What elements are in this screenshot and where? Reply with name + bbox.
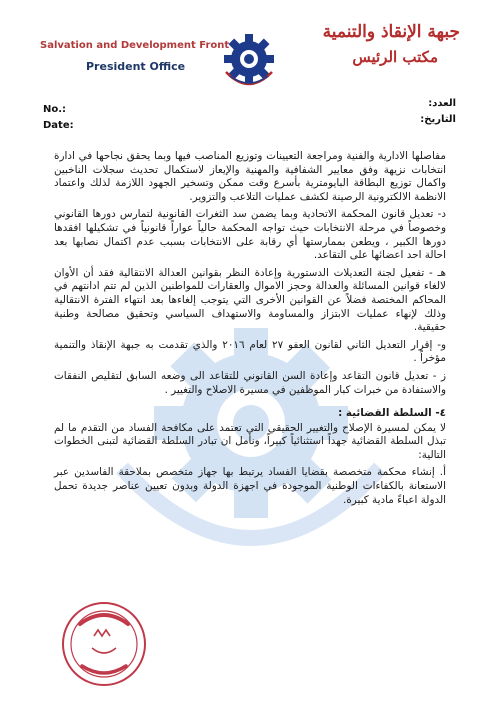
office-stamp (60, 600, 148, 688)
body-paragraph: هـ - تفعيل لجنة التعديلات الدستورية وإعادة النظر بقوانين العدالة الانتقالية فقد أن الأوان لالغاء قوانين المسائلة والعدالة وحجز الاموال والعقارات للمواطنين الذين لم تتم ادانتهم في المحاكم المختصة فضلاً عن القوانين الأخرى التي يتوجب إلغاءها بعد انتهاء الفترة الانتقالية وذلك لإنهاء عمليات الابتزاز والمساومة والاستهداف السياسي وتحقيق مصالحة وطنية حقيقية. (54, 266, 446, 334)
office-name-english: President Office (86, 60, 186, 73)
date-label-arabic: التاريخ: (420, 114, 456, 125)
date-label: Date: (43, 120, 74, 131)
gear-emblem-icon (216, 26, 282, 92)
section-heading: ٤- السلطة القضائية : (338, 407, 446, 420)
org-name-arabic: جبهة الإنقاذ والتنمية (322, 22, 460, 42)
body-paragraph: و- إقرار التعديل الثاني لقانون العفو ٢٧ لعام ٢٠١٦ والذي تقدمت به جبهة الإنقاذ والتنمية مؤخراً . (54, 338, 446, 365)
body-paragraph: لا يمكن لمسيرة الإصلاح والتغيير الحقيقي التي تعتمد على مكافحة الفساد من التقدم ما لم تبذل السلطة القضائية جهداً استثنائياً كبيراً، ونأمل ان تبادر السلطة القضائية لتبنى الخطوات التالية: (54, 421, 446, 461)
body-paragraph: ز - تعديل قانون التقاعد وإعادة السن القانوني للتقاعد الى وضعه السابق لتقليص النفقات والاستفادة من خبرات كبار الموظفين في مسيرة الاصلاح والتغيير . (54, 369, 446, 396)
body-paragraph: د- تعديل قانون المحكمة الاتحادية وبما يضمن سد الثغرات القانونية لتمارس دورها القانوني وخصوصاً في مرحلة الانتخابات حيث تواجه المحكمة حالياً عواراً قانونياً في تشكيلها افقدها دورها الكبير ، ويطعن بممارستها أي رقابة على الانتخابات بسبب عدم اكتمال نصابها بعد احالة احد اعضائها على التقاعد. (54, 208, 446, 262)
body-paragraph: مفاصلها الادارية والفنية ومراجعة التعيينات وتوزيع المناصب فيها وبما يحقق نجاحها في ادارة انتخابات نزيهة وفق معايير الشفافية والمهنية والإيعاز لاستكمال تحديث سجلات الناخبين واكمال توزيع البطاقة البايومترية بأسرع وقت ممكن وتسخير الجهود اللازمة لذلك واعتماد الانظمة الالكترونية الرصينة لكشف عمليات التلاعب والتزوير. (54, 150, 446, 203)
number-label-arabic: العدد: (428, 98, 456, 109)
office-name-arabic: مكتب الرئيس (352, 48, 438, 66)
letter-body (54, 150, 446, 511)
body-paragraph: أ. إنشاء محكمة متخصصة بقضايا الفساد يرتبط بها جهاز متخصص بملاحقة الفاسدين عبر الاستعانة بالكفاءات الوطنية الموجودة في اجهزة الدولة وبدون تعيين عناصر جديدة تحمل الدولة اعباءً مادية كبيرة. (54, 466, 446, 506)
number-label: No.: (43, 104, 67, 115)
org-name-english: Salvation and Development Front (40, 40, 230, 51)
